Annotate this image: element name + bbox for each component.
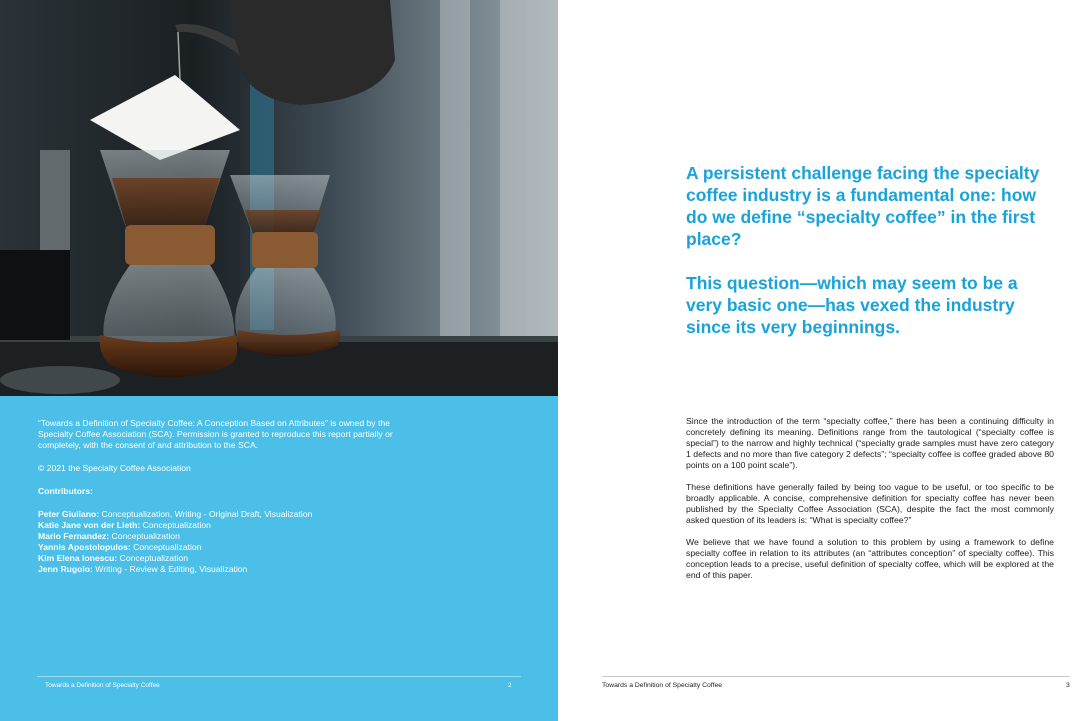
pull-quote	[686, 162, 1046, 360]
legal-block	[38, 418, 418, 575]
contributor-item	[38, 564, 418, 575]
copyright-text: © 2021 the Specialty Coffee Association	[38, 463, 191, 473]
contributor-role: Conceptualization	[142, 520, 211, 530]
right-page	[558, 0, 1080, 721]
contributor-role: Writing - Review & Editing, Visualization	[95, 564, 248, 574]
body-paragraph: We believe that we have found a solution to this problem by using a framework to define specialty coffee in relation to its attributes (an “attributes conception” of specialty coffee). This conception leads to a precise, useful definition of specialty coffee, which will be explored at the end of this paper.	[686, 537, 1054, 580]
page-number-left: 2	[508, 682, 512, 689]
contributor-item	[38, 542, 418, 553]
headline-1: A persistent challenge facing the specialty coffee industry is a fundamental one: how do we define “specialty coffee” in the first place?	[686, 163, 1040, 249]
footer-divider-right	[602, 676, 1070, 677]
contributor-item	[38, 520, 418, 531]
contributor-name: Katie Jane von der Lieth:	[38, 520, 141, 530]
body-paragraph: These definitions have generally failed by being too vague to be useful, or too specific to be broadly applicable. A concise, comprehensive definition for specialty coffee has never been published by the Specialty Coffee Association (SCA), despite the fact the most commonly asked question of its leaders is: “What is specialty coffee?”	[686, 482, 1054, 525]
body-paragraph: Since the introduction of the term “specialty coffee,” there has been a continuing difficulty in concretely defining its meaning. Definitions range from the tautological (“specialty coffee is special”) to the narrow and highly technical (“specialty grade samples must have zero category 1 defects and no more than five category 2 defects”; “specialty coffee is coffee graded above 80 points on a 100 point scale”).	[686, 416, 1054, 470]
photo-illustration	[0, 0, 558, 396]
contributor-name: Yannis Apostolopulos:	[38, 542, 131, 552]
footer-title-left: Towards a Definition of Specialty Coffee	[45, 682, 160, 689]
contributor-name: Mario Fernandez:	[38, 531, 110, 541]
contributor-name: Peter Giuliano:	[38, 509, 100, 519]
footer-divider-left	[37, 676, 521, 677]
headline-2: This question—which may seem to be a very basic one—has vexed the industry since its very beginnings.	[686, 273, 1018, 337]
coffee-pour-over-photo	[0, 0, 558, 396]
contributor-item	[38, 531, 418, 542]
contributor-item	[38, 509, 418, 520]
page-number-right: 3	[1066, 682, 1070, 689]
contributor-name: Kim Elena Ionescu:	[38, 553, 118, 563]
contributor-role: Conceptualization	[111, 531, 180, 541]
contributor-role: Conceptualization	[133, 542, 202, 552]
contributor-role: Conceptualization	[119, 553, 188, 563]
permission-text: “Towards a Definition of Specialty Coffee: A Conception Based on Attributes” is owned by the Specialty Coffee Association (SCA). Permission is granted to reproduce this report partially or completely, with the consent of and attribution to the SCA.	[38, 418, 393, 450]
contributor-item	[38, 553, 418, 564]
contributor-name: Jenn Rugolo:	[38, 564, 93, 574]
contributor-role: Conceptualization, Writing - Original Draft, Visualization	[101, 509, 313, 519]
body-text	[686, 416, 1054, 592]
contributors-list	[38, 509, 418, 575]
footer-title-right: Towards a Definition of Specialty Coffee	[602, 682, 723, 689]
contributors-heading: Contributors:	[38, 486, 93, 496]
